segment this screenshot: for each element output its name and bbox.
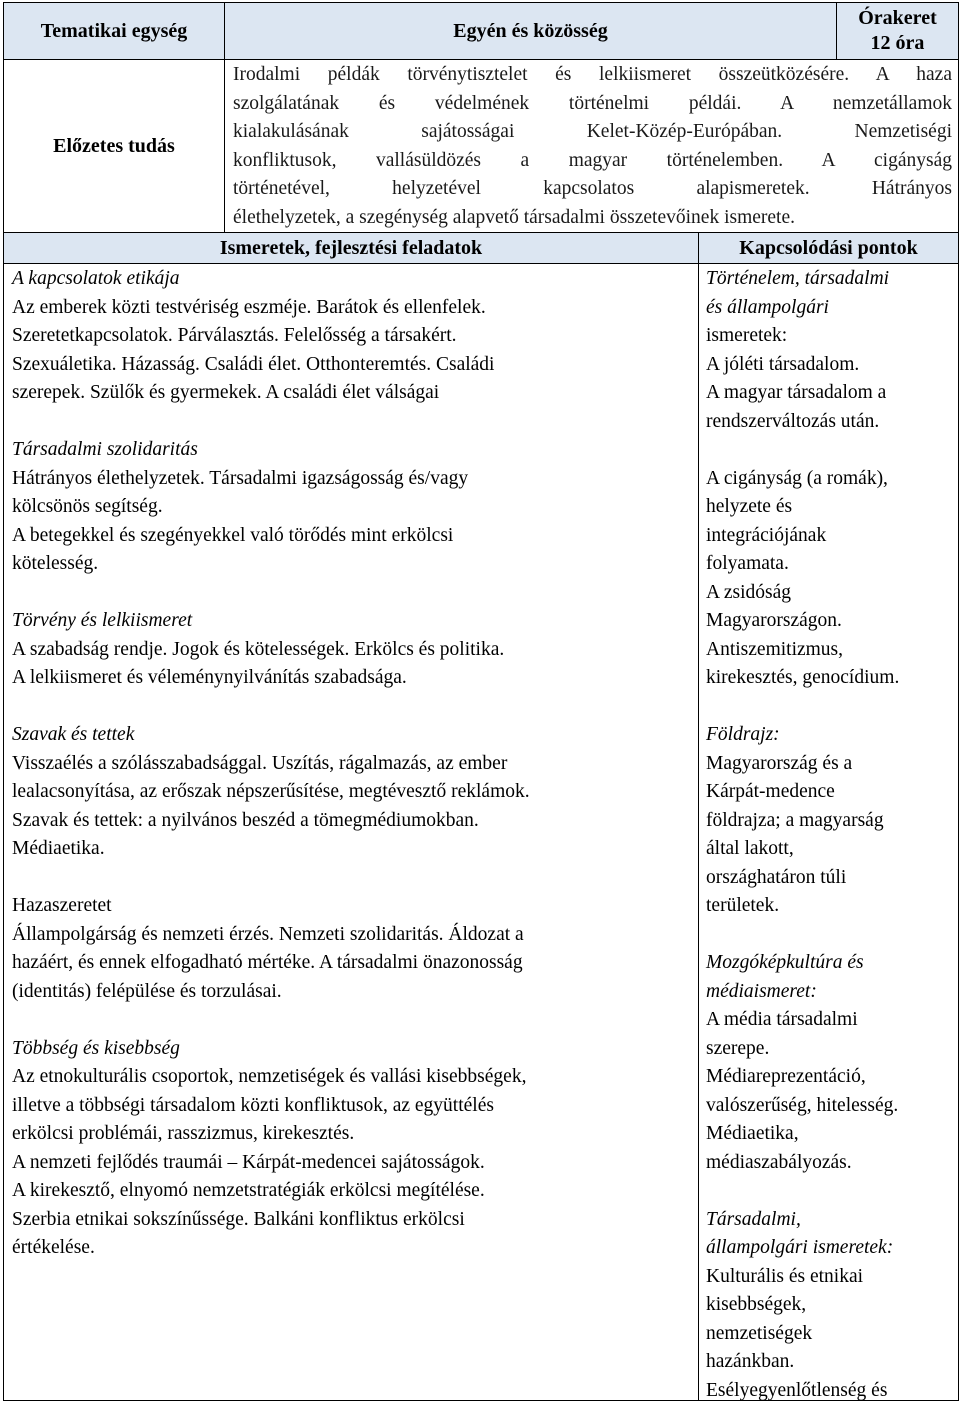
link-line: folyamata.: [706, 550, 954, 579]
section-line: Visszaélés a szólásszabadsággal. Uszítás, rágalmazás, az ember: [12, 750, 692, 779]
curriculum-table: [3, 2, 959, 1401]
link-line: földrajza; a magyarság: [706, 807, 954, 836]
header-hours-value: 12 óra: [837, 31, 958, 56]
header-hours-label: Órakeret: [837, 6, 958, 31]
section-line: értékelése.: [12, 1234, 692, 1263]
spacer: [706, 436, 954, 465]
prior-line: történetével, helyzetével kapcsolatos alapismeretek. Hátrányos: [233, 175, 952, 204]
link-line: hazánkban.: [706, 1348, 954, 1377]
link-line: Antiszemitizmus,: [706, 636, 954, 665]
subheader-row: [4, 233, 958, 264]
section-line: lealacsonyítása, az erőszak népszerűsítése, megtévesztő reklámok.: [12, 778, 692, 807]
link-title: ismeretek:: [706, 322, 954, 351]
spacer: [12, 864, 692, 893]
section-line: Az emberek közti testvériség eszméje. Barátok és ellenfelek.: [12, 294, 692, 323]
section-line: Szeretetkapcsolatok. Párválasztás. Felelősség a társakért.: [12, 322, 692, 351]
prior-knowledge-row: [4, 60, 958, 233]
section-title: Szavak és tettek: [12, 721, 692, 750]
section-title: Társadalmi szolidaritás: [12, 436, 692, 465]
spacer: [12, 579, 692, 608]
header-topic-text: Tematikai egység: [41, 20, 187, 43]
link-line: valószerűség, hitelesség.: [706, 1092, 954, 1121]
section-title: A kapcsolatok etikája: [12, 265, 692, 294]
prior-line: élethelyzetek, a szegénység alapvető társadalmi összetevőinek ismerete.: [233, 204, 952, 233]
link-line: Médiaetika,: [706, 1120, 954, 1149]
section-line: Az etnokulturális csoportok, nemzetiségek és vallási kisebbségek,: [12, 1063, 692, 1092]
prior-line: kialakulásának sajátosságai Kelet-Közép-Európában. Nemzetiségi: [233, 118, 952, 147]
section-line: szerepek. Szülők és gyermekek. A családi élet válságai: [12, 379, 692, 408]
link-line: A zsidóság: [706, 579, 954, 608]
spacer: [12, 1006, 692, 1035]
section-line: Szexuáletika. Házasság. Családi élet. Otthonteremtés. Családi: [12, 351, 692, 380]
link-line: A jóléti társadalom.: [706, 351, 954, 380]
section-line: kötelesség.: [12, 550, 692, 579]
link-line: Kárpát-medence: [706, 778, 954, 807]
header-unit-title: [224, 3, 836, 59]
content-left-column: [4, 264, 698, 1400]
prior-line: Irodalmi példák törvénytisztelet és lelkiismeret összeütközésére. A haza: [233, 61, 952, 90]
spacer: [12, 693, 692, 722]
section-line: hazáért, és ennek elfogadható mértéke. A társadalmi önazonosság: [12, 949, 692, 978]
prior-knowledge-label: Előzetes tudás: [53, 135, 175, 158]
link-line: területek.: [706, 892, 954, 921]
prior-knowledge-text: [224, 60, 958, 232]
link-line: médiaszabályozás.: [706, 1149, 954, 1178]
section-line: Állampolgárság és nemzeti érzés. Nemzeti szolidaritás. Áldozat a: [12, 921, 692, 950]
subheader-left: [4, 233, 698, 263]
section-line: A betegekkel és szegényekkel való törődés mint erkölcsi: [12, 522, 692, 551]
content-right-column: [698, 264, 958, 1400]
prior-line: konfliktusok, vallásüldözés a magyar történelemben. A cigányság: [233, 147, 952, 176]
content-row: [4, 264, 958, 1400]
spacer: [706, 1177, 954, 1206]
section-line: Szerbia etnikai sokszínűssége. Balkáni konfliktus erkölcsi: [12, 1206, 692, 1235]
link-title: állampolgári ismeretek:: [706, 1234, 954, 1263]
section-title: Törvény és lelkiismeret: [12, 607, 692, 636]
section-line: A szabadság rendje. Jogok és kötelességek. Erkölcs és politika.: [12, 636, 692, 665]
spacer: [12, 408, 692, 437]
section-title: Hazaszeretet: [12, 892, 692, 921]
link-line: A cigányság (a romák),: [706, 465, 954, 494]
link-line: által lakott,: [706, 835, 954, 864]
section-line: A nemzeti fejlődés traumái – Kárpát-medencei sajátosságok.: [12, 1149, 692, 1178]
link-line: A média társadalmi: [706, 1006, 954, 1035]
header-unit-text: Egyén és közösség: [453, 20, 607, 43]
spacer: [706, 693, 954, 722]
link-line: helyzete és: [706, 493, 954, 522]
section-line: kölcsönös segítség.: [12, 493, 692, 522]
link-line: integrációjának: [706, 522, 954, 551]
section-line: illetve a többségi társadalom közti konfliktusok, az együttélés: [12, 1092, 692, 1121]
link-line: országhatáron túli: [706, 864, 954, 893]
link-line: Magyarország és a: [706, 750, 954, 779]
subheader-left-text: Ismeretek, fejlesztési feladatok: [220, 237, 482, 259]
subheader-right-text: Kapcsolódási pontok: [739, 237, 917, 259]
link-line: Magyarországon.: [706, 607, 954, 636]
section-title: Többség és kisebbség: [12, 1035, 692, 1064]
link-title: Mozgóképkultúra és: [706, 949, 954, 978]
link-title: Társadalmi,: [706, 1206, 954, 1235]
section-line: Médiaetika.: [12, 835, 692, 864]
link-line: kirekesztés, genocídium.: [706, 664, 954, 693]
subheader-right: [698, 233, 958, 263]
header-topic-label: [4, 3, 224, 59]
link-line: rendszerváltozás után.: [706, 408, 954, 437]
prior-knowledge-label-cell: [4, 60, 224, 232]
link-line: Kulturális és etnikai: [706, 1263, 954, 1292]
section-line: (identitás) felépülése és torzulásai.: [12, 978, 692, 1007]
section-line: Hátrányos élethelyzetek. Társadalmi igazságosság és/vagy: [12, 465, 692, 494]
link-line: Esélyegyenlőtlenség és: [706, 1377, 954, 1405]
section-line: A kirekesztő, elnyomó nemzetstratégiák erkölcsi megítélése.: [12, 1177, 692, 1206]
link-title: és állampolgári: [706, 294, 954, 323]
header-hours: [836, 3, 958, 59]
header-row: [4, 3, 958, 60]
section-line: erkölcsi problémái, rasszizmus, kirekesztés.: [12, 1120, 692, 1149]
section-line: Szavak és tettek: a nyilvános beszéd a tömegmédiumokban.: [12, 807, 692, 836]
link-title: Földrajz:: [706, 721, 954, 750]
link-line: Médiareprezentáció,: [706, 1063, 954, 1092]
section-line: A lelkiismeret és véleménynyilvánítás szabadsága.: [12, 664, 692, 693]
link-line: A magyar társadalom a: [706, 379, 954, 408]
link-title: Történelem, társadalmi: [706, 265, 954, 294]
link-line: kisebbségek,: [706, 1291, 954, 1320]
link-title: médiaismeret:: [706, 978, 954, 1007]
prior-line: szolgálatának és védelmének történelmi példái. A nemzetállamok: [233, 90, 952, 119]
link-line: nemzetiségek: [706, 1320, 954, 1349]
link-line: szerepe.: [706, 1035, 954, 1064]
spacer: [706, 921, 954, 950]
